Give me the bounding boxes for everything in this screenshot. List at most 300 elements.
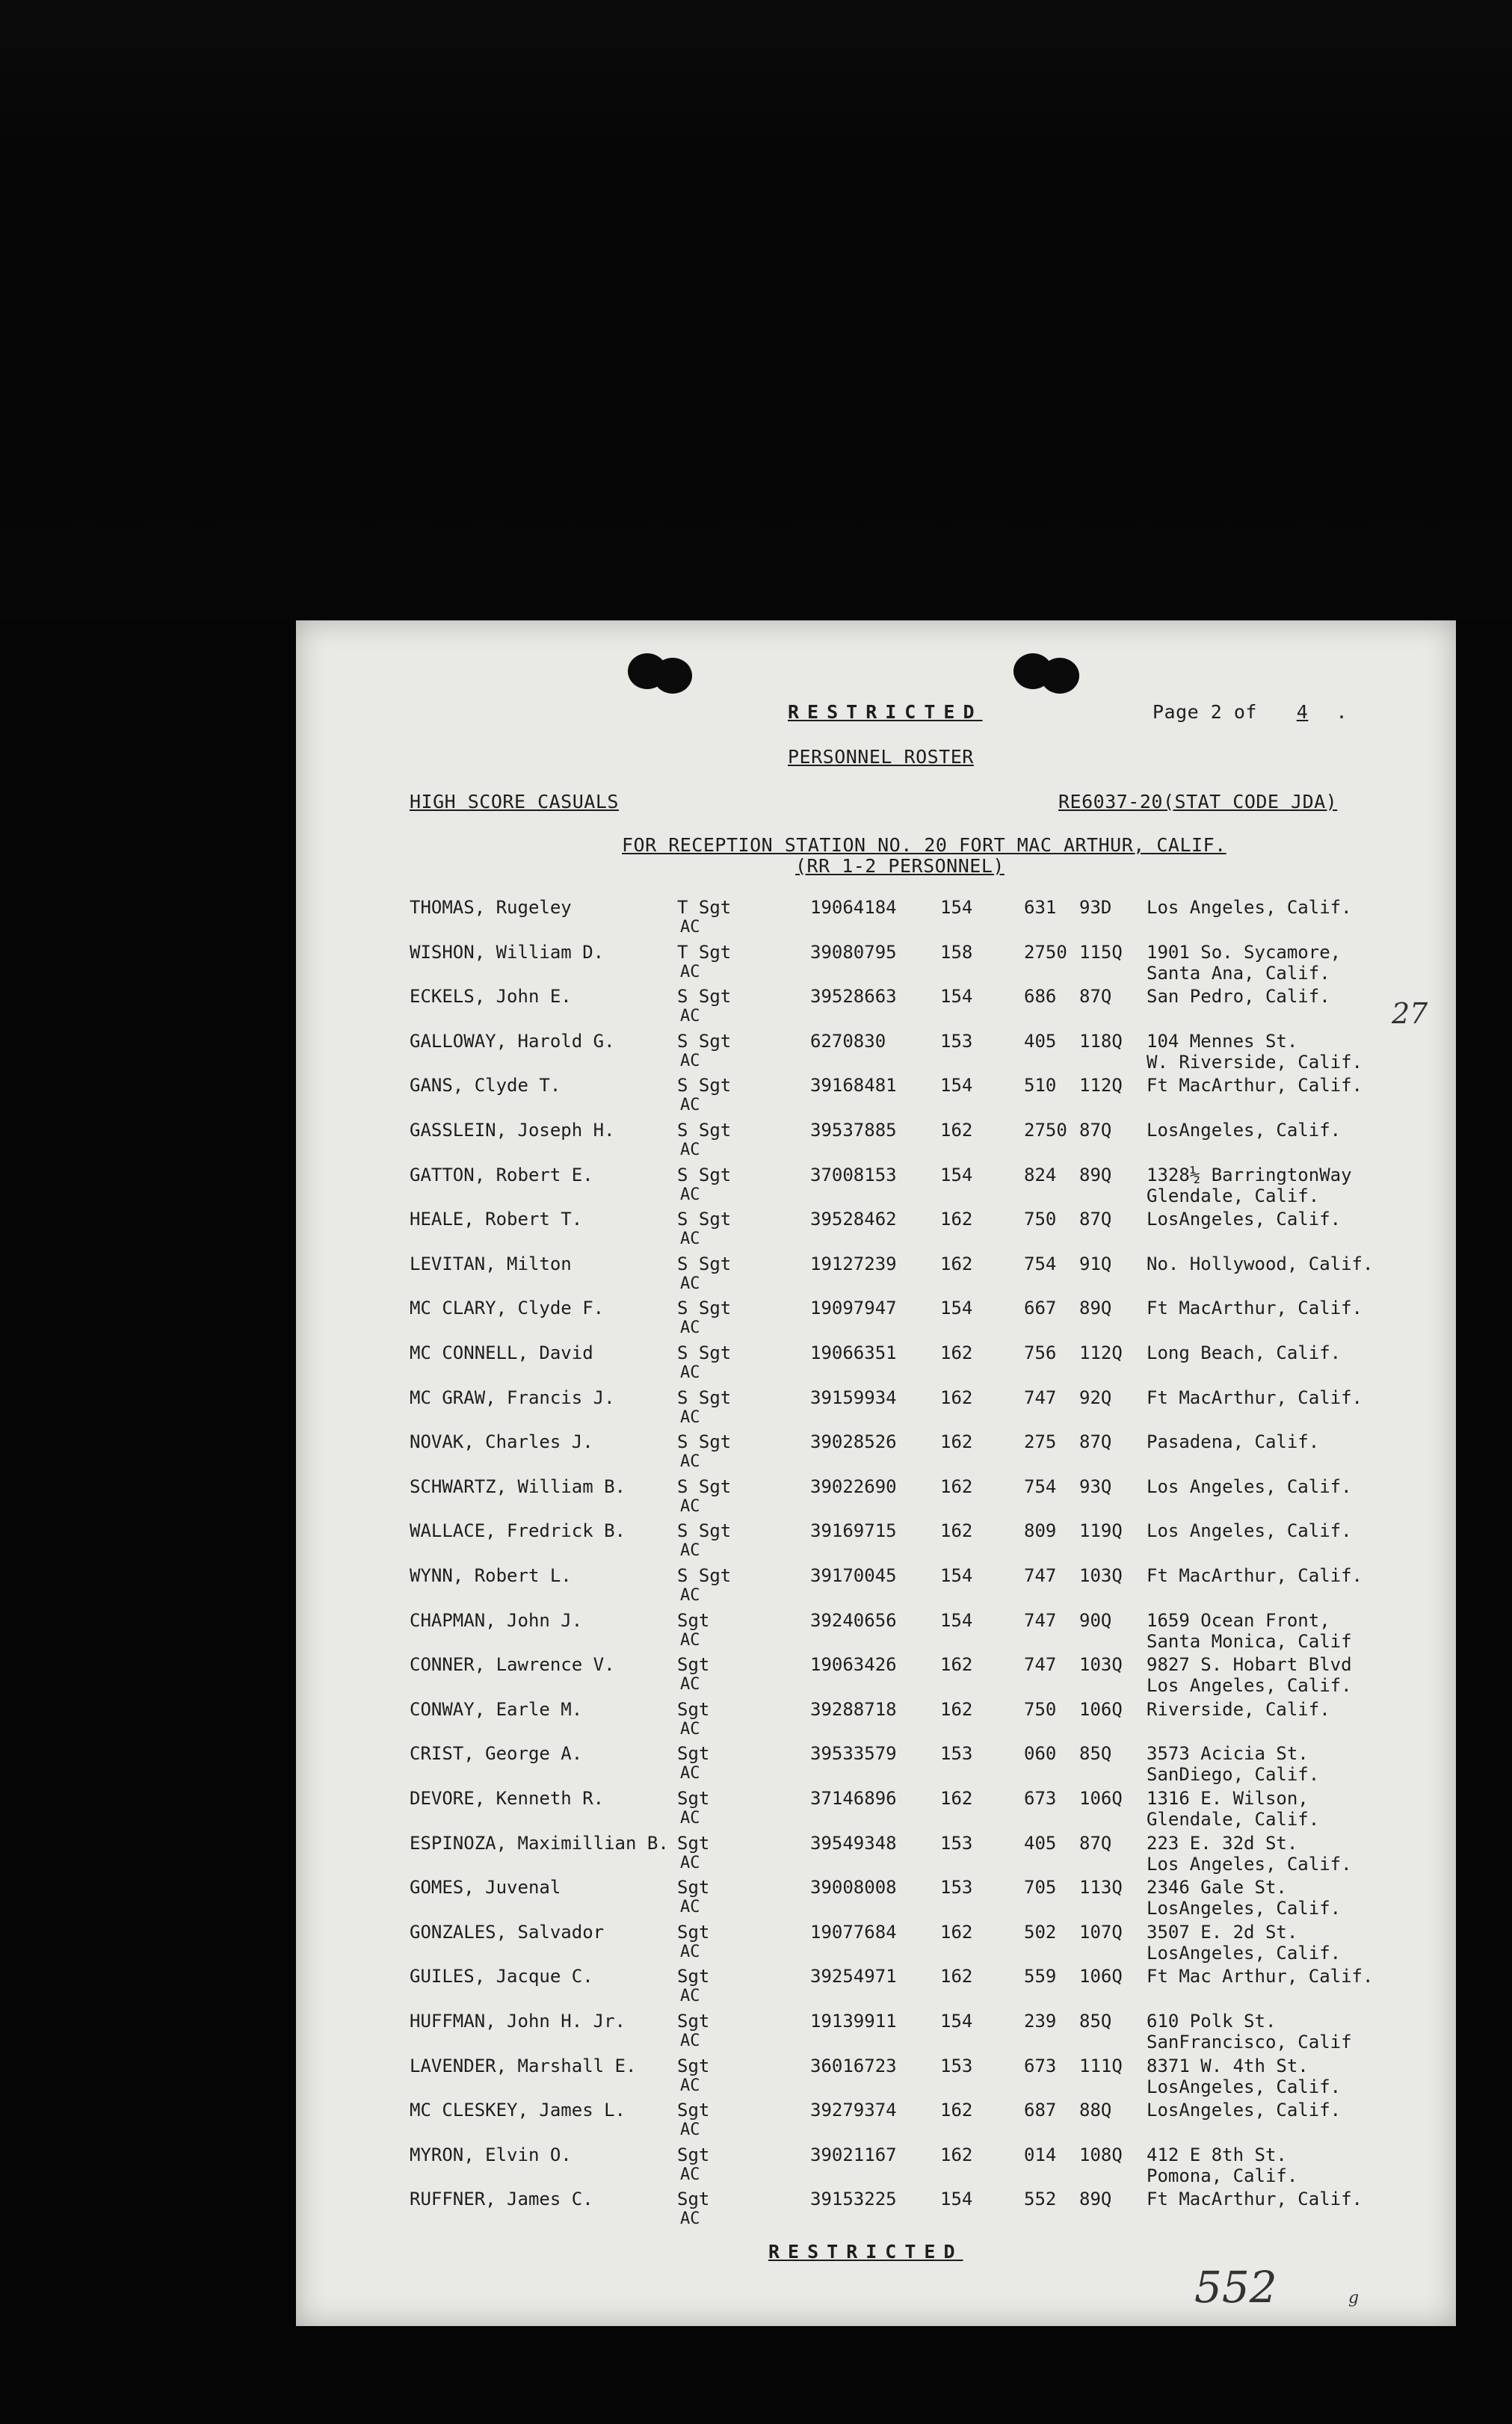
roster-code-1: 162	[940, 1387, 973, 1408]
roster-address-line-1: San Pedro, Calif.	[1147, 986, 1330, 1008]
roster-code-2: 809	[1024, 1520, 1057, 1542]
roster-address-line-1: 3573 Acicia St.	[1147, 1743, 1309, 1765]
table-row	[296, 1031, 1456, 1074]
roster-branch: AC	[680, 1496, 700, 1516]
roster-code-1: 153	[940, 2055, 973, 2076]
roster-name: MC CONNELL, David	[410, 1342, 593, 1363]
roster-address-line-2: Glendale, Calif.	[1147, 1185, 1320, 1206]
roster-address-line-1: Ft Mac Arthur, Calif.	[1147, 1966, 1374, 1987]
roster-address-line-1: No. Hollywood, Calif.	[1147, 1253, 1374, 1274]
roster-address-line-2: LosAngeles, Calif.	[1147, 1898, 1342, 1919]
roster-code-3: 103Q	[1079, 1565, 1123, 1586]
table-row	[296, 1833, 1456, 1876]
roster-code-3: 89Q	[1079, 1298, 1112, 1319]
roster-name: CHAPMAN, John J.	[410, 1609, 583, 1631]
roster-code-2: 687	[1024, 2100, 1057, 2121]
roster-address-line-1: Ft MacArthur, Calif.	[1147, 1565, 1363, 1586]
dark-background	[0, 0, 1512, 620]
table-row	[296, 1610, 1456, 1653]
roster-page	[296, 620, 1456, 2326]
table-row	[296, 1565, 1456, 1609]
roster-branch: AC	[680, 1051, 700, 1070]
roster-rank: S Sgt	[677, 1030, 732, 1052]
roster-serial: 39279374	[810, 2100, 897, 2121]
roster-code-2: 747	[1024, 1387, 1057, 1408]
roster-rank: T Sgt	[677, 941, 732, 963]
roster-serial: 19077684	[810, 1921, 897, 1943]
table-row	[296, 1342, 1456, 1386]
roster-serial: 39028526	[810, 1431, 897, 1453]
roster-serial: 39537885	[810, 1120, 897, 1141]
roster-serial: 39240656	[810, 1609, 897, 1631]
table-row	[296, 1788, 1456, 1831]
table-row	[296, 897, 1456, 940]
roster-branch: AC	[680, 1987, 700, 2006]
roster-code-2: 510	[1024, 1075, 1057, 1097]
table-row	[296, 2056, 1456, 2099]
roster-address-line-1: 1316 E. Wilson,	[1147, 1788, 1309, 1809]
roster-code-3: 89Q	[1079, 1164, 1112, 1185]
roster-title: PERSONNEL ROSTER	[788, 746, 974, 768]
roster-address-line-1: 8371 W. 4th St.	[1147, 2055, 1309, 2076]
roster-code-1: 162	[940, 1966, 973, 1987]
roster-serial: 39153225	[810, 2189, 897, 2210]
roster-address-line-1: Riverside, Calif.	[1147, 1698, 1330, 1720]
roster-rank: S Sgt	[677, 1253, 732, 1274]
roster-code-1: 162	[940, 2144, 973, 2165]
roster-name: CONWAY, Earle M.	[410, 1698, 583, 1720]
roster-address-line-2: Los Angeles, Calif.	[1147, 1853, 1352, 1875]
roster-serial: 39533579	[810, 1743, 897, 1765]
roster-code-1: 158	[940, 941, 973, 963]
roster-name: ESPINOZA, Maximillian B.	[410, 1832, 669, 1854]
roster-code-2: 2750	[1024, 941, 1067, 963]
roster-code-3: 88Q	[1079, 2100, 1112, 2121]
roster-code-2: 750	[1024, 1698, 1057, 1720]
roster-branch: AC	[680, 2076, 700, 2095]
page-total: 4	[1296, 701, 1309, 723]
roster-code-1: 153	[940, 1877, 973, 1899]
roster-code-3: 87Q	[1079, 1431, 1112, 1453]
roster-code-1: 162	[940, 1921, 973, 1943]
handwritten-page-number: 552	[1194, 2262, 1277, 2313]
roster-name: NOVAK, Charles J.	[410, 1431, 593, 1453]
table-row	[296, 1654, 1456, 1697]
table-row	[296, 2144, 1456, 2188]
roster-rank: Sgt	[677, 2100, 710, 2121]
roster-code-2: 673	[1024, 2055, 1057, 2076]
roster-code-2: 667	[1024, 1298, 1057, 1319]
table-row	[296, 1387, 1456, 1431]
roster-code-2: 502	[1024, 1921, 1057, 1943]
roster-address-line-2: Glendale, Calif.	[1147, 1809, 1320, 1830]
roster-code-3: 87Q	[1079, 1832, 1112, 1854]
roster-code-1: 162	[940, 1475, 973, 1497]
roster-branch: AC	[680, 2165, 700, 2184]
roster-name: GOMES, Juvenal	[410, 1877, 561, 1899]
roster-branch: AC	[680, 1719, 700, 1739]
roster-code-1: 154	[940, 1164, 973, 1185]
roster-serial: 37146896	[810, 1788, 897, 1809]
roster-serial: 39254971	[810, 1966, 897, 1987]
roster-rank: S Sgt	[677, 1387, 732, 1408]
roster-rank: Sgt	[677, 1654, 710, 1676]
roster-code-1: 162	[940, 1253, 973, 1274]
roster-rank: S Sgt	[677, 1164, 732, 1185]
roster-code-3: 118Q	[1079, 1030, 1123, 1052]
roster-code-3: 93D	[1079, 897, 1112, 918]
roster-serial: 39528462	[810, 1209, 897, 1230]
roster-rank: Sgt	[677, 2055, 710, 2076]
roster-serial: 19066351	[810, 1342, 897, 1363]
roster-rank: Sgt	[677, 1877, 710, 1899]
roster-rank: Sgt	[677, 1609, 710, 1631]
roster-rank: Sgt	[677, 1832, 710, 1854]
roster-code-2: 747	[1024, 1654, 1057, 1676]
roster-serial: 39159934	[810, 1387, 897, 1408]
roster-address-line-1: Ft MacArthur, Calif.	[1147, 1075, 1363, 1097]
roster-name: MC CLESKEY, James L.	[410, 2100, 626, 2121]
roster-branch: AC	[680, 1675, 700, 1694]
left-heading: HIGH SCORE CASUALS	[410, 791, 619, 812]
roster-address-line-1: 2346 Gale St.	[1147, 1877, 1287, 1899]
roster-branch: AC	[680, 2209, 700, 2229]
roster-code-3: 87Q	[1079, 1209, 1112, 1230]
roster-name: GASSLEIN, Joseph H.	[410, 1120, 615, 1141]
roster-name: WYNN, Robert L.	[410, 1565, 572, 1586]
roster-branch: AC	[680, 1853, 700, 1872]
table-row	[296, 1922, 1456, 1965]
roster-code-2: 750	[1024, 1209, 1057, 1230]
roster-name: GUILES, Jacque C.	[410, 1966, 593, 1987]
roster-rank: S Sgt	[677, 1565, 732, 1586]
roster-code-1: 162	[940, 1431, 973, 1453]
roster-rank: S Sgt	[677, 1475, 732, 1497]
roster-code-2: 754	[1024, 1253, 1057, 1274]
roster-code-1: 154	[940, 1298, 973, 1319]
roster-name: GALLOWAY, Harold G.	[410, 1030, 615, 1052]
roster-code-1: 154	[940, 1609, 973, 1631]
roster-code-2: 747	[1024, 1609, 1057, 1631]
roster-rank: Sgt	[677, 2011, 710, 2032]
roster-code-2: 705	[1024, 1877, 1057, 1899]
table-row	[296, 1165, 1456, 1208]
roster-code-2: 747	[1024, 1565, 1057, 1586]
restricted-header: RESTRICTED	[788, 701, 983, 723]
roster-serial: 6270830	[810, 1030, 886, 1052]
roster-branch: AC	[680, 918, 700, 937]
table-row	[296, 1699, 1456, 1742]
roster-branch: AC	[680, 1407, 700, 1427]
roster-code-1: 162	[940, 1342, 973, 1363]
roster-address-line-1: Ft MacArthur, Calif.	[1147, 2189, 1363, 2210]
roster-code-3: 112Q	[1079, 1342, 1123, 1363]
roster-serial: 19064184	[810, 897, 897, 918]
roster-serial: 19139911	[810, 2011, 897, 2032]
roster-code-2: 239	[1024, 2011, 1057, 2032]
roster-name: MC CLARY, Clyde F.	[410, 1298, 605, 1319]
roster-name: WALLACE, Fredrick B.	[410, 1520, 626, 1542]
roster-address-line-2: Santa Ana, Calif.	[1147, 962, 1330, 984]
roster-address-line-1: Los Angeles, Calif.	[1147, 897, 1352, 918]
roster-code-3: 85Q	[1079, 1743, 1112, 1765]
roster-code-1: 154	[940, 897, 973, 918]
table-row	[296, 1520, 1456, 1564]
table-row	[296, 2011, 1456, 2054]
table-row	[296, 2100, 1456, 2143]
roster-code-3: 91Q	[1079, 1253, 1112, 1274]
roster-branch: AC	[680, 1096, 700, 1115]
roster-address-line-1: 1901 So. Sycamore,	[1147, 941, 1342, 963]
roster-code-1: 153	[940, 1030, 973, 1052]
roster-rank: Sgt	[677, 1788, 710, 1809]
roster-code-1: 153	[940, 1832, 973, 1854]
roster-name: MYRON, Elvin O.	[410, 2144, 572, 2165]
roster-code-2: 405	[1024, 1832, 1057, 1854]
table-row	[296, 1476, 1456, 1520]
roster-rank: T Sgt	[677, 897, 732, 918]
roster-serial: 39168481	[810, 1075, 897, 1097]
roster-name: HUFFMAN, John H. Jr.	[410, 2011, 626, 2032]
roster-code-1: 162	[940, 1698, 973, 1720]
roster-branch: AC	[680, 1319, 700, 1338]
roster-code-2: 824	[1024, 1164, 1057, 1185]
roster-code-1: 153	[940, 1743, 973, 1765]
roster-code-2: 2750	[1024, 1120, 1067, 1141]
roster-address-line-1: 610 Polk St.	[1147, 2011, 1277, 2032]
roster-code-3: 85Q	[1079, 2011, 1112, 2032]
roster-branch: AC	[680, 1809, 700, 1828]
roster-address-line-2: Santa Monica, Calif	[1147, 1630, 1352, 1652]
roster-code-3: 103Q	[1079, 1654, 1123, 1676]
roster-code-1: 154	[940, 986, 973, 1008]
roster-name: THOMAS, Rugeley	[410, 897, 572, 918]
roster-address-line-2: LosAngeles, Calif.	[1147, 1942, 1342, 1964]
roster-address-line-1: 3507 E. 2d St.	[1147, 1921, 1298, 1943]
roster-address-line-1: 104 Mennes St.	[1147, 1030, 1298, 1052]
roster-rank: Sgt	[677, 2189, 710, 2210]
roster-name: WISHON, William D.	[410, 941, 605, 963]
roster-serial: 39008008	[810, 1877, 897, 1899]
roster-code-2: 559	[1024, 1966, 1057, 1987]
roster-code-3: 87Q	[1079, 986, 1112, 1008]
roster-rank: S Sgt	[677, 1209, 732, 1230]
table-row	[296, 1966, 1456, 2009]
roster-branch: AC	[680, 1764, 700, 1783]
roster-rank: Sgt	[677, 2144, 710, 2165]
roster-name: CONNER, Lawrence V.	[410, 1654, 615, 1676]
roster-serial: 19127239	[810, 1253, 897, 1274]
roster-name: MC GRAW, Francis J.	[410, 1387, 615, 1408]
roster-address-line-2: SanDiego, Calif.	[1147, 1764, 1320, 1786]
roster-branch: AC	[680, 1185, 700, 1204]
roster-branch: AC	[680, 1586, 700, 1605]
table-row	[296, 1075, 1456, 1118]
roster-serial: 19063426	[810, 1654, 897, 1676]
roster-branch: AC	[680, 1898, 700, 1917]
table-row	[296, 1253, 1456, 1297]
roster-serial: 39169715	[810, 1520, 897, 1542]
roster-address-line-2: W. Riverside, Calif.	[1147, 1051, 1363, 1073]
roster-code-1: 154	[940, 2011, 973, 2032]
right-heading: RE6037-20(STAT CODE JDA)	[1058, 791, 1338, 812]
footer-letter: g	[1348, 2289, 1360, 2307]
table-row	[296, 942, 1456, 985]
roster-address-line-1: 412 E 8th St.	[1147, 2144, 1287, 2165]
roster-serial: 37008153	[810, 1164, 897, 1185]
roster-address-line-2: LosAngeles, Calif.	[1147, 2076, 1342, 2097]
table-row	[296, 1209, 1456, 1252]
restricted-footer: RESTRICTED	[768, 2241, 963, 2263]
roster-code-3: 87Q	[1079, 1120, 1112, 1141]
roster-code-2: 754	[1024, 1475, 1057, 1497]
roster-address-line-2: SanFrancisco, Calif	[1147, 2032, 1352, 2053]
roster-branch: AC	[680, 1630, 700, 1650]
roster-code-3: 106Q	[1079, 1698, 1123, 1720]
roster-code-2: 673	[1024, 1788, 1057, 1809]
roster-rank: S Sgt	[677, 1075, 732, 1097]
roster-name: HEALE, Robert T.	[410, 1209, 583, 1230]
roster-code-3: 119Q	[1079, 1520, 1123, 1542]
table-row	[296, 986, 1456, 1029]
roster-branch: AC	[680, 2032, 700, 2050]
roster-address-line-1: Ft MacArthur, Calif.	[1147, 1298, 1363, 1319]
roster-serial: 39528663	[810, 986, 897, 1008]
roster-code-1: 162	[940, 1654, 973, 1676]
roster-address-line-1: Los Angeles, Calif.	[1147, 1475, 1352, 1497]
margin-mark: 27	[1392, 997, 1428, 1030]
roster-serial: 39288718	[810, 1698, 897, 1720]
roster-code-1: 162	[940, 1520, 973, 1542]
roster-rank: S Sgt	[677, 1520, 732, 1542]
roster-serial: 19097947	[810, 1298, 897, 1319]
table-row	[296, 1298, 1456, 1341]
roster-address-line-1: Ft MacArthur, Calif.	[1147, 1387, 1363, 1408]
roster-code-3: 93Q	[1079, 1475, 1112, 1497]
roster-code-3: 112Q	[1079, 1075, 1123, 1097]
roster-code-1: 154	[940, 2189, 973, 2210]
roster-code-2: 552	[1024, 2189, 1057, 2210]
roster-code-3: 113Q	[1079, 1877, 1123, 1899]
roster-name: GATTON, Robert E.	[410, 1164, 593, 1185]
roster-rank: S Sgt	[677, 1431, 732, 1453]
roster-code-1: 162	[940, 1209, 973, 1230]
roster-address-line-2: Pomona, Calif.	[1147, 2165, 1298, 2186]
roster-address-line-1: Los Angeles, Calif.	[1147, 1520, 1352, 1542]
table-row	[296, 1743, 1456, 1786]
roster-address-line-1: Long Beach, Calif.	[1147, 1342, 1342, 1363]
roster-serial: 39080795	[810, 941, 897, 963]
roster-rank: Sgt	[677, 1921, 710, 1943]
roster-code-3: 107Q	[1079, 1921, 1123, 1943]
roster-branch: AC	[680, 2121, 700, 2140]
roster-rank: S Sgt	[677, 1342, 732, 1363]
roster-branch: AC	[680, 1007, 700, 1026]
roster-branch: AC	[680, 1274, 700, 1293]
roster-rank: Sgt	[677, 1966, 710, 1987]
roster-name: LAVENDER, Marshall E.	[410, 2055, 637, 2076]
roster-rank: S Sgt	[677, 1120, 732, 1141]
roster-code-3: 92Q	[1079, 1387, 1112, 1408]
roster-serial: 39170045	[810, 1565, 897, 1586]
roster-code-3: 108Q	[1079, 2144, 1123, 2165]
roster-code-3: 106Q	[1079, 1966, 1123, 1987]
roster-name: SCHWARTZ, William B.	[410, 1475, 626, 1497]
roster-code-3: 90Q	[1079, 1609, 1112, 1631]
roster-code-1: 154	[940, 1075, 973, 1097]
roster-address-line-1: LosAngeles, Calif.	[1147, 2100, 1342, 2121]
roster-code-3: 115Q	[1079, 941, 1123, 963]
roster-code-2: 060	[1024, 1743, 1057, 1765]
roster-serial: 39549348	[810, 1832, 897, 1854]
roster-name: GONZALES, Salvador	[410, 1921, 605, 1943]
roster-name: RUFFNER, James C.	[410, 2189, 593, 2210]
roster-code-2: 275	[1024, 1431, 1057, 1453]
table-row	[296, 1877, 1456, 1920]
roster-address-line-1: LosAngeles, Calif.	[1147, 1209, 1342, 1230]
roster-code-1: 162	[940, 2100, 973, 2121]
roster-address-line-1: 1659 Ocean Front,	[1147, 1609, 1330, 1631]
roster-code-1: 154	[940, 1565, 973, 1586]
roster-name: CRIST, George A.	[410, 1743, 583, 1765]
roster-rank: Sgt	[677, 1743, 710, 1765]
roster-serial: 39021167	[810, 2144, 897, 2165]
roster-address-line-1: 9827 S. Hobart Blvd	[1147, 1654, 1352, 1676]
roster-branch: AC	[680, 1141, 700, 1159]
roster-branch: AC	[680, 1541, 700, 1561]
roster-branch: AC	[680, 1230, 700, 1249]
roster-name: GANS, Clyde T.	[410, 1075, 561, 1097]
roster-code-2: 686	[1024, 986, 1057, 1008]
roster-code-2: 631	[1024, 897, 1057, 918]
roster-serial: 39022690	[810, 1475, 897, 1497]
roster-address-line-2: Los Angeles, Calif.	[1147, 1675, 1352, 1697]
table-row	[296, 2189, 1456, 2232]
roster-code-3: 89Q	[1079, 2189, 1112, 2210]
roster-branch: AC	[680, 1363, 700, 1382]
page-label-text: Page 2 of	[1152, 701, 1257, 723]
table-row	[296, 1120, 1456, 1163]
roster-address-line-1: 1328½ BarringtonWay	[1147, 1164, 1352, 1185]
punch-hole	[653, 658, 692, 694]
subheading-2: (RR 1-2 PERSONNEL)	[795, 855, 1005, 877]
roster-code-1: 162	[940, 1788, 973, 1809]
roster-code-2: 756	[1024, 1342, 1057, 1363]
roster-code-3: 106Q	[1079, 1788, 1123, 1809]
roster-serial: 36016723	[810, 2055, 897, 2076]
roster-name: LEVITAN, Milton	[410, 1253, 572, 1274]
roster-address-line-1: LosAngeles, Calif.	[1147, 1120, 1342, 1141]
page-label: Page 2 of 4 .	[1152, 701, 1348, 723]
roster-code-3: 111Q	[1079, 2055, 1123, 2076]
roster-branch: AC	[680, 962, 700, 981]
roster-branch: AC	[680, 1942, 700, 1961]
roster-rank: S Sgt	[677, 1298, 732, 1319]
roster-name: DEVORE, Kenneth R.	[410, 1788, 605, 1809]
roster-name: ECKELS, John E.	[410, 986, 572, 1008]
roster-rank: S Sgt	[677, 986, 732, 1008]
roster-code-1: 162	[940, 1120, 973, 1141]
roster-rank: Sgt	[677, 1698, 710, 1720]
roster-address-line-1: 223 E. 32d St.	[1147, 1832, 1298, 1854]
roster-code-2: 405	[1024, 1030, 1057, 1052]
roster-code-2: 014	[1024, 2144, 1057, 2165]
roster-branch: AC	[680, 1452, 700, 1472]
punch-hole	[1040, 658, 1079, 694]
table-row	[296, 1431, 1456, 1475]
subheading: FOR RECEPTION STATION NO. 20 FORT MAC ARTHUR, CALIF.	[622, 834, 1226, 856]
roster-address-line-1: Pasadena, Calif.	[1147, 1431, 1320, 1453]
